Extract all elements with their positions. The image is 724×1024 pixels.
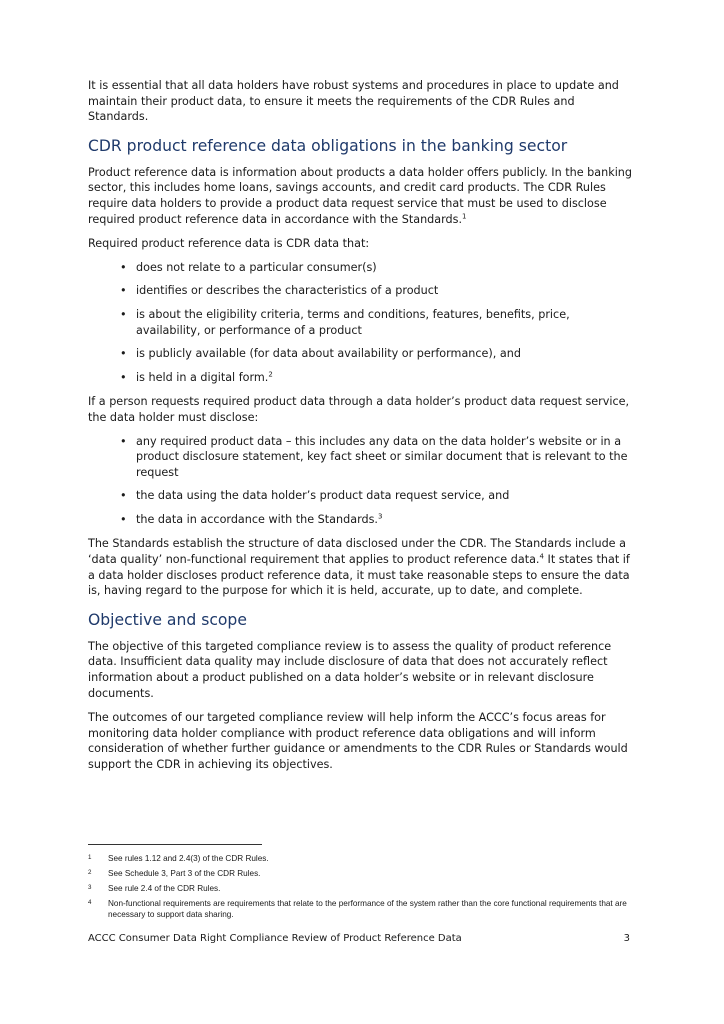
- section-heading-objective-scope: Objective and scope: [88, 610, 247, 629]
- list-item: • the data in accordance with the Standards.$^3$: [120, 512, 383, 526]
- footnote: 1 See rules 1.12 and 2.4(3) of the CDR Rules.: [88, 854, 269, 863]
- list-item: • is held in a digital form.$^2$: [120, 369, 273, 384]
- required-data-list: [88, 260, 634, 386]
- footnote-ref[interactable]: 1: [462, 211, 467, 220]
- paragraph: Product reference data is information about products a data holder offers publicly. In the banking sector, this includes home loans, savings accounts, and credit card products. The CDR Rules require data holders to provide a product data request service that must be used to disclose required product reference data in accordance with the Standards.$^1$: [88, 165, 632, 226]
- list-item: • any required product data – this includes any data on the data holder’s website or in a product disclosure statement, key fact sheet or similar document that is relevant to the request: [120, 434, 628, 479]
- paragraph: If a person requests required product data through a data holder’s product data request service, the data holder must disclose:: [88, 395, 630, 424]
- paragraph: Required product reference data is CDR data that:: [88, 237, 370, 251]
- intro-paragraph: It is essential that all data holders have robust systems and procedures in place to update and maintain their product data, to ensure it meets the requirements of the CDR Rules and Standards.: [88, 79, 619, 124]
- footnote-ref[interactable]: 2: [268, 369, 273, 378]
- paragraph: The Standards establish the structure of data disclosed under the CDR. The Standards include a ‘data quality’ non-functional requirement that applies to product reference data.$^4$ It states that if a data holder discloses product reference data, it must take reasonable steps to ensure the data is, having regard to the purpose for which it is held, accurate, up to date, and complete.: [88, 537, 630, 598]
- paragraph: The objective of this targeted compliance review is to assess the quality of product reference data. Insufficient data quality may include disclosure of data that does not accurately reflect information about a product published on a data holder’s website or in relevant disclosure documents.: [88, 639, 612, 700]
- section-heading-cdr-obligations: CDR product reference data obligations in the banking sector: [88, 136, 568, 155]
- footnote: 4 Non-functional requirements are requirements that relate to the performance of the system rather than the core functional requirements that are necessary to support data sharing.: [88, 899, 627, 919]
- list-item: • does not relate to a particular consumer(s): [120, 260, 377, 274]
- footnote: 3 See rule 2.4 of the CDR Rules.: [88, 884, 221, 893]
- footnote-ref[interactable]: 3: [377, 512, 383, 521]
- paragraph: The outcomes of our targeted compliance review will help inform the ACCC’s focus areas for monitoring data holder compliance with product reference data obligations and will inform consideration of whether further guidance or amendments to the CDR Rules or Standards would support the CDR in achieving its objectives.: [88, 711, 628, 771]
- footer-title: ACCC Consumer Data Right Compliance Review of Product Reference Data: [88, 933, 462, 944]
- list-item: • is publicly available (for data about availability or performance), and: [120, 347, 521, 361]
- footnote-ref[interactable]: 4: [539, 552, 544, 561]
- disclosure-list: [88, 434, 634, 528]
- list-item: • identifies or describes the characteristics of a product: [120, 284, 439, 298]
- page-number: 3: [623, 933, 630, 944]
- list-item: • the data using the data holder’s product data request service, and: [120, 489, 510, 503]
- footnote-divider: [88, 844, 262, 845]
- footnotes: [88, 853, 628, 924]
- page-footer: [88, 933, 630, 944]
- page-body: [88, 78, 634, 773]
- list-item: • is about the eligibility criteria, terms and conditions, features, benefits, price, availability, or performance of a product: [120, 307, 570, 337]
- footnote: 2 See Schedule 3, Part 3 of the CDR Rules.: [88, 869, 261, 878]
